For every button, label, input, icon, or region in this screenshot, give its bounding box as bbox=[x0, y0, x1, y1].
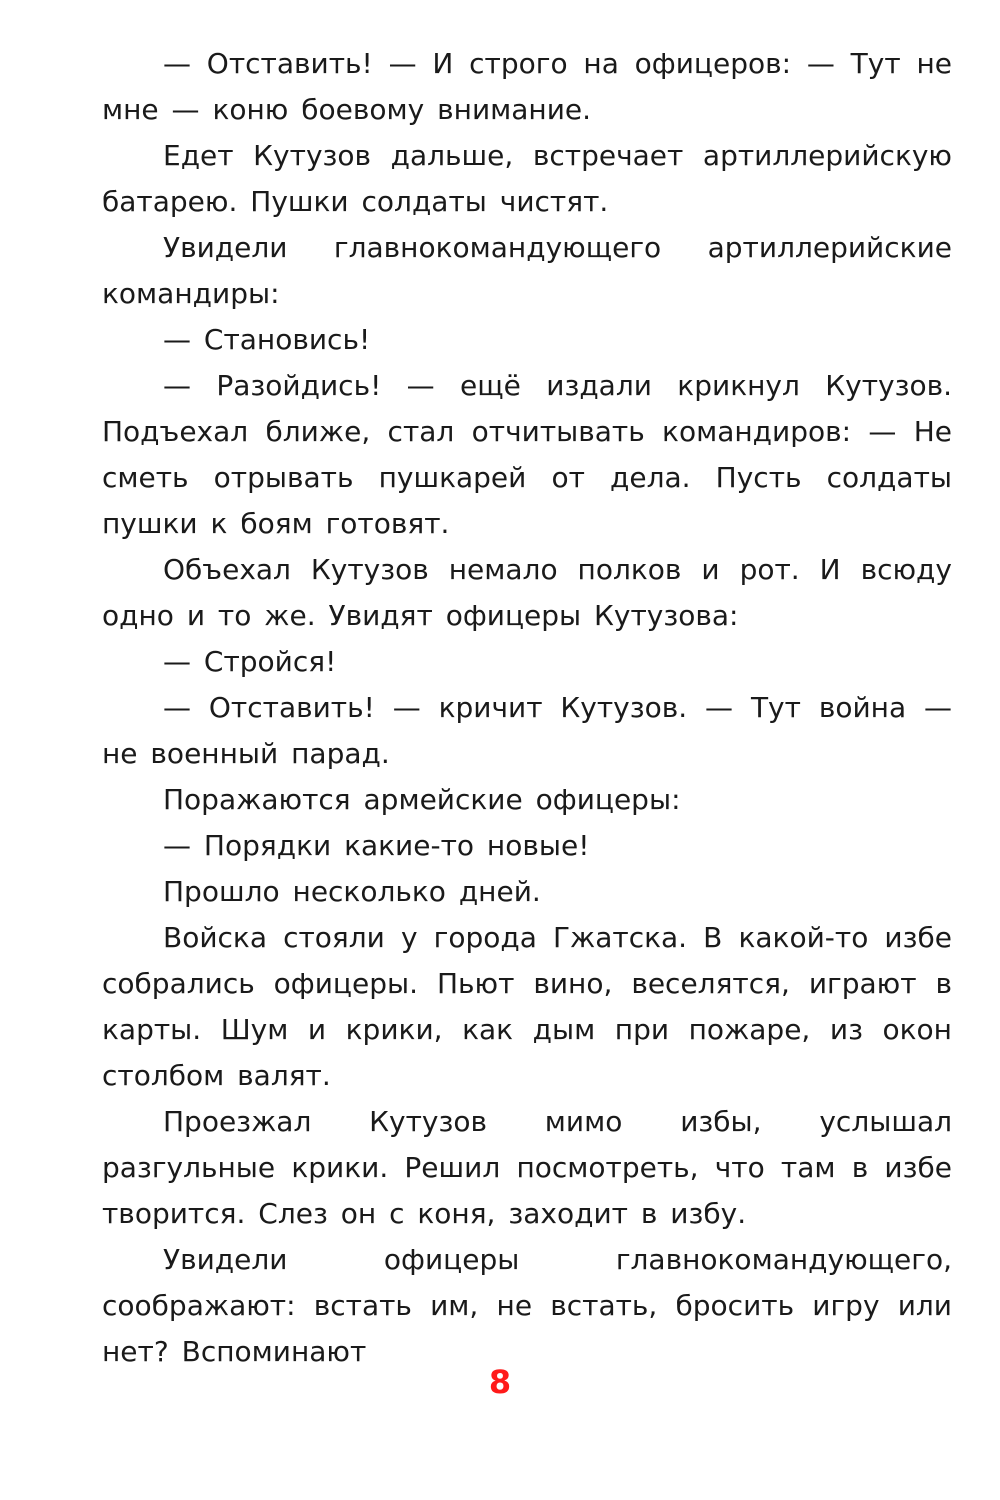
paragraph: — Стройся! bbox=[163, 645, 337, 678]
paragraph: Проезжал Кутузов мимо избы, услышал разгульные крики. Решил посмотреть, что там в избе творится. Слез он с коня, заходит в избу. bbox=[102, 1105, 952, 1230]
body-text bbox=[102, 41, 952, 1375]
paragraph: — Порядки какие-то новые! bbox=[163, 829, 590, 862]
page-number: 8 bbox=[488, 1363, 512, 1401]
paragraph: — Разойдись! — ещё издали крикнул Кутузов. Подъехал ближе, стал отчитывать командиров: — Не сметь отрывать пушкарей от дела. Пусть солдаты пушки к боям готовят. bbox=[102, 369, 952, 540]
paragraph: Прошло несколько дней. bbox=[163, 875, 541, 908]
paragraph: Увидели офицеры главнокомандующего, соображают: встать им, не встать, бросить игру или нет? Вспоминают bbox=[102, 1243, 952, 1368]
paragraph: Едет Кутузов дальше, встречает артиллерийскую батарею. Пушки солдаты чистят. bbox=[102, 139, 952, 218]
paragraph: Объехал Кутузов немало полков и рот. И всюду одно и то же. Увидят офицеры Кутузова: bbox=[102, 553, 952, 632]
paragraph: — Становись! bbox=[163, 323, 371, 356]
paragraph: — Отставить! — кричит Кутузов. — Тут война — не военный парад. bbox=[102, 691, 952, 770]
paragraph: — Отставить! — И строго на офицеров: — Тут не мне — коню боевому внимание. bbox=[102, 47, 952, 126]
paragraph: Увидели главнокомандующего артиллерийские командиры: bbox=[102, 231, 952, 310]
paragraph: Войска стояли у города Гжатска. В какой-то избе собрались офицеры. Пьют вино, веселятся, играют в карты. Шум и крики, как дым при пожаре, из окон столбом валят. bbox=[102, 921, 952, 1092]
paragraph: Поражаются армейские офицеры: bbox=[163, 783, 681, 816]
